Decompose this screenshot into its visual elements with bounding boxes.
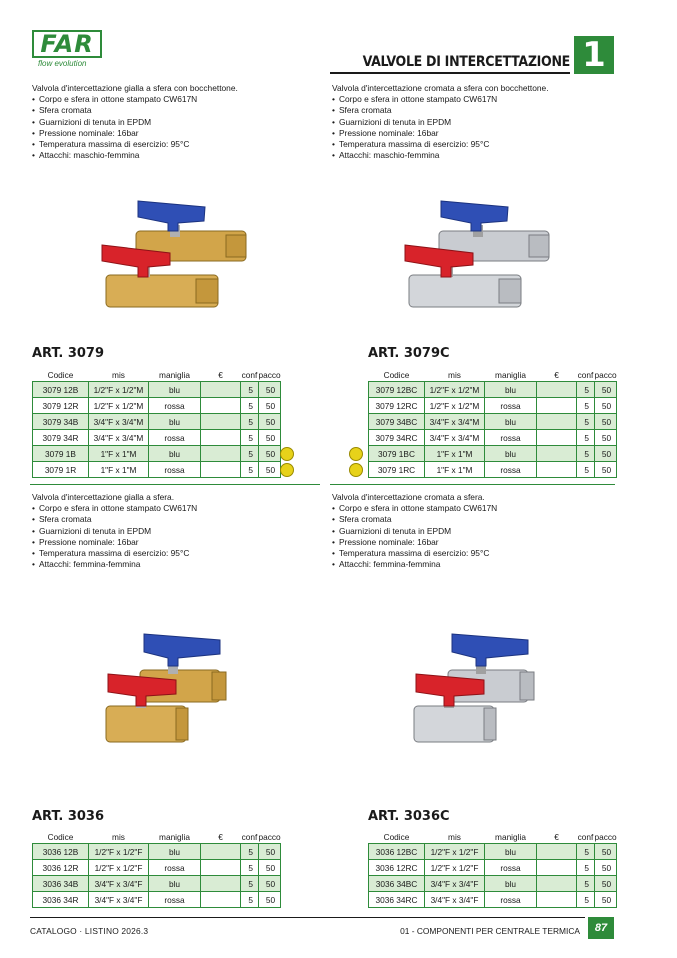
new-badge-icon <box>349 447 363 461</box>
chapter-number: 1 <box>574 36 614 74</box>
feature-item: • Attacchi: femmina-femmina <box>332 559 622 570</box>
feature-list <box>32 94 322 161</box>
article-title: ART. 3079C <box>368 346 450 361</box>
feature-item: • Attacchi: femmina-femmina <box>32 559 322 570</box>
cell-pacco: 50 <box>259 398 281 414</box>
cell-maniglia: rossa <box>149 462 201 478</box>
cell-codice: 3079 34RC <box>369 430 425 446</box>
cell-mis: 3/4"F x 3/4"F <box>89 876 149 892</box>
feature-item: • Sfera cromata <box>332 105 622 116</box>
cell-codice: 3079 34BC <box>369 414 425 430</box>
cell-mis: 1/2"F x 1/2"M <box>425 382 485 398</box>
cell-eur <box>537 382 577 398</box>
feature-item: • Attacchi: maschio-femmina <box>332 150 622 161</box>
cell-codice: 3079 1BC <box>369 446 425 462</box>
cell-eur <box>537 446 577 462</box>
cell-codice: 3036 34BC <box>369 876 425 892</box>
column-header-pacco: pacco <box>258 831 281 842</box>
cell-maniglia: blu <box>149 844 201 860</box>
table-row <box>369 398 617 414</box>
new-badge-icon <box>280 447 294 461</box>
feature-item: • Pressione nominale: 16bar <box>332 537 622 548</box>
cell-mis: 1/2"F x 1/2"F <box>425 860 485 876</box>
article-title: ART. 3036C <box>368 809 450 824</box>
cell-eur <box>537 876 577 892</box>
table-row <box>369 414 617 430</box>
feature-item: • Attacchi: maschio-femmina <box>32 150 322 161</box>
cell-eur <box>537 398 577 414</box>
valve-image-chrome-union <box>403 195 553 325</box>
table-row <box>33 430 281 446</box>
feature-item: • Guarnizioni di tenuta in EPDM <box>32 117 322 128</box>
cell-pacco: 50 <box>259 876 281 892</box>
feature-item: • Pressione nominale: 16bar <box>332 128 622 139</box>
cell-mis: 1/2"F x 1/2"M <box>89 382 149 398</box>
valve-image-brass <box>100 630 250 760</box>
description-intro: Valvola d'intercettazione cromata a sfera. <box>332 492 485 502</box>
column-header-mis: mis <box>89 368 149 382</box>
cell-maniglia: blu <box>485 446 537 462</box>
section-divider <box>330 484 615 485</box>
feature-item: • Corpo e sfera in ottone stampato CW617N <box>32 94 322 105</box>
feature-item: • Corpo e sfera in ottone stampato CW617N <box>332 503 622 514</box>
cell-eur <box>201 414 241 430</box>
cell-conf: 5 <box>577 382 595 398</box>
article-title: ART. 3079 <box>32 346 105 361</box>
feature-item: • Temperatura massima di esercizio: 95°C <box>32 548 322 559</box>
page-title: VALVOLE DI INTERCETTAZIONE <box>362 54 570 70</box>
table-row <box>33 860 281 876</box>
section-description <box>332 492 622 570</box>
cell-eur <box>537 430 577 446</box>
cell-maniglia: blu <box>485 414 537 430</box>
feature-item: • Pressione nominale: 16bar <box>32 128 322 139</box>
cell-mis: 3/4"F x 3/4"M <box>425 430 485 446</box>
column-header-maniglia: maniglia <box>485 368 537 382</box>
table-row <box>369 876 617 892</box>
price-table <box>32 368 281 478</box>
cell-codice: 3036 12BC <box>369 844 425 860</box>
page-number: 87 <box>588 917 614 939</box>
table-row <box>369 382 617 398</box>
cell-eur <box>537 414 577 430</box>
cell-codice: 3079 12BC <box>369 382 425 398</box>
cell-mis: 3/4"F x 3/4"F <box>425 876 485 892</box>
article-title: ART. 3036 <box>32 809 105 824</box>
new-badge-icon <box>280 463 294 477</box>
cell-mis: 3/4"F x 3/4"F <box>89 892 149 908</box>
cell-maniglia: rossa <box>485 430 537 446</box>
section-description <box>332 83 622 161</box>
cell-maniglia: blu <box>149 414 201 430</box>
cell-conf: 5 <box>241 382 259 398</box>
cell-eur <box>201 398 241 414</box>
feature-item: • Temperatura massima di esercizio: 95°C <box>332 139 622 150</box>
cell-codice: 3036 12B <box>33 844 89 860</box>
column-header-pacco: pacco <box>258 369 281 380</box>
column-header-codice: Codice <box>33 368 89 382</box>
cell-conf: 5 <box>241 892 259 908</box>
table-row <box>33 414 281 430</box>
cell-conf: 5 <box>577 876 595 892</box>
cell-conf: 5 <box>241 844 259 860</box>
cell-maniglia: rossa <box>149 398 201 414</box>
cell-maniglia: blu <box>485 382 537 398</box>
cell-pacco: 50 <box>259 430 281 446</box>
cell-pacco: 50 <box>259 844 281 860</box>
cell-eur <box>537 844 577 860</box>
column-header-maniglia: maniglia <box>149 830 201 844</box>
cell-mis: 1"F x 1"M <box>425 462 485 478</box>
feature-item: • Sfera cromata <box>32 105 322 116</box>
cell-conf: 5 <box>577 430 595 446</box>
cell-eur <box>201 462 241 478</box>
cell-maniglia: blu <box>149 382 201 398</box>
cell-conf: 5 <box>241 860 259 876</box>
valve-image-chrome <box>408 630 558 760</box>
new-badge-icon <box>349 463 363 477</box>
table-row <box>33 382 281 398</box>
cell-pacco: 50 <box>259 382 281 398</box>
table-row <box>369 430 617 446</box>
feature-item: • Guarnizioni di tenuta in EPDM <box>332 117 622 128</box>
column-header-eur: € <box>201 830 241 844</box>
cell-conf: 5 <box>241 414 259 430</box>
cell-pacco: 50 <box>259 414 281 430</box>
cell-maniglia: blu <box>485 844 537 860</box>
cell-mis: 1/2"F x 1/2"F <box>425 844 485 860</box>
column-header-conf: conf <box>577 831 594 842</box>
column-header-maniglia: maniglia <box>485 830 537 844</box>
cell-codice: 3036 34B <box>33 876 89 892</box>
cell-pacco: 50 <box>259 860 281 876</box>
cell-eur <box>201 892 241 908</box>
column-header-conf: conf <box>241 831 258 842</box>
cell-maniglia: blu <box>485 876 537 892</box>
cell-maniglia: rossa <box>149 892 201 908</box>
cell-maniglia: rossa <box>485 892 537 908</box>
feature-item: • Corpo e sfera in ottone stampato CW617N <box>32 503 322 514</box>
feature-item: • Temperatura massima di esercizio: 95°C <box>32 139 322 150</box>
cell-maniglia: blu <box>149 446 201 462</box>
cell-pacco: 50 <box>259 892 281 908</box>
cell-pacco: 50 <box>259 446 281 462</box>
cell-mis: 1/2"F x 1/2"M <box>425 398 485 414</box>
cell-codice: 3079 1B <box>33 446 89 462</box>
footer-catalog: CATALOGO · LISTINO 2026.3 <box>30 926 149 936</box>
column-header-eur: € <box>201 368 241 382</box>
cell-eur <box>201 860 241 876</box>
cell-mis: 1/2"F x 1/2"F <box>89 860 149 876</box>
table-header-row <box>33 830 281 844</box>
table-row <box>33 446 281 462</box>
description-intro: Valvola d'intercettazione cromata a sfera con bocchettone. <box>332 83 549 93</box>
far-logo <box>32 30 104 72</box>
cell-eur <box>537 462 577 478</box>
feature-list <box>332 503 622 570</box>
cell-conf: 5 <box>241 398 259 414</box>
section-divider <box>30 484 320 485</box>
table-header-row <box>33 368 281 382</box>
column-header-pacco: pacco <box>594 831 617 842</box>
section-description <box>32 492 322 570</box>
column-header-pacco: pacco <box>594 369 617 380</box>
cell-mis: 3/4"F x 3/4"F <box>425 892 485 908</box>
table-row <box>33 844 281 860</box>
column-header-codice: Codice <box>369 830 425 844</box>
footer-divider <box>30 917 585 918</box>
valve-red-handle <box>414 674 496 742</box>
cell-maniglia: rossa <box>485 860 537 876</box>
column-header-mis: mis <box>89 830 149 844</box>
cell-conf: 5 <box>577 446 595 462</box>
footer-section: 01 - COMPONENTI PER CENTRALE TERMICA <box>400 926 580 936</box>
cell-pacco: 50 <box>595 414 617 430</box>
price-table <box>368 830 617 908</box>
cell-pacco: 50 <box>595 462 617 478</box>
table-row <box>369 446 617 462</box>
column-header-codice: Codice <box>33 830 89 844</box>
cell-conf: 5 <box>577 892 595 908</box>
feature-item: • Corpo e sfera in ottone stampato CW617N <box>332 94 622 105</box>
cell-eur <box>537 860 577 876</box>
column-header-codice: Codice <box>369 368 425 382</box>
cell-conf: 5 <box>241 876 259 892</box>
cell-conf: 5 <box>577 844 595 860</box>
description-intro: Valvola d'intercettazione gialla a sfera. <box>32 492 175 502</box>
cell-conf: 5 <box>577 414 595 430</box>
cell-pacco: 50 <box>595 430 617 446</box>
table-row <box>369 860 617 876</box>
section-description <box>32 83 322 161</box>
column-header-eur: € <box>537 830 577 844</box>
description-intro: Valvola d'intercettazione gialla a sfera con bocchettone. <box>32 83 238 93</box>
cell-conf: 5 <box>577 860 595 876</box>
cell-codice: 3079 34B <box>33 414 89 430</box>
cell-mis: 1/2"F x 1/2"F <box>89 844 149 860</box>
cell-codice: 3036 12RC <box>369 860 425 876</box>
column-header-eur: € <box>537 368 577 382</box>
cell-eur <box>201 446 241 462</box>
cell-maniglia: rossa <box>485 398 537 414</box>
cell-codice: 3079 12R <box>33 398 89 414</box>
cell-codice: 3079 12B <box>33 382 89 398</box>
table-row <box>33 462 281 478</box>
logo-word: FAR <box>32 30 102 58</box>
cell-pacco: 50 <box>595 844 617 860</box>
column-header-mis: mis <box>425 830 485 844</box>
table-row <box>369 462 617 478</box>
cell-maniglia: rossa <box>485 462 537 478</box>
cell-codice: 3036 34R <box>33 892 89 908</box>
cell-codice: 3079 1R <box>33 462 89 478</box>
table-row <box>33 892 281 908</box>
feature-list <box>32 503 322 570</box>
table-header-row <box>369 368 617 382</box>
cell-maniglia: rossa <box>149 860 201 876</box>
cell-mis: 3/4"F x 3/4"M <box>89 430 149 446</box>
valve-image-brass-union <box>100 195 250 325</box>
cell-mis: 3/4"F x 3/4"M <box>425 414 485 430</box>
header-divider <box>330 72 570 74</box>
table-row <box>369 892 617 908</box>
cell-codice: 3079 12RC <box>369 398 425 414</box>
cell-mis: 1/2"F x 1/2"M <box>89 398 149 414</box>
column-header-maniglia: maniglia <box>149 368 201 382</box>
cell-codice: 3036 12R <box>33 860 89 876</box>
feature-item: • Guarnizioni di tenuta in EPDM <box>32 526 322 537</box>
logo-tagline: flow evolution <box>38 59 87 68</box>
cell-pacco: 50 <box>595 382 617 398</box>
cell-conf: 5 <box>241 446 259 462</box>
feature-item: • Guarnizioni di tenuta in EPDM <box>332 526 622 537</box>
feature-item: • Sfera cromata <box>332 514 622 525</box>
cell-mis: 1"F x 1"M <box>425 446 485 462</box>
cell-maniglia: rossa <box>149 430 201 446</box>
table-row <box>369 844 617 860</box>
cell-maniglia: blu <box>149 876 201 892</box>
table-header-row <box>369 830 617 844</box>
cell-pacco: 50 <box>595 398 617 414</box>
column-header-conf: conf <box>577 369 594 380</box>
cell-eur <box>201 430 241 446</box>
price-table <box>32 830 281 908</box>
cell-conf: 5 <box>577 462 595 478</box>
cell-mis: 1"F x 1"M <box>89 462 149 478</box>
feature-item: • Pressione nominale: 16bar <box>32 537 322 548</box>
cell-codice: 3036 34RC <box>369 892 425 908</box>
cell-conf: 5 <box>241 430 259 446</box>
table-row <box>33 398 281 414</box>
cell-eur <box>201 382 241 398</box>
cell-eur <box>201 876 241 892</box>
column-header-mis: mis <box>425 368 485 382</box>
cell-pacco: 50 <box>259 462 281 478</box>
table-row <box>33 876 281 892</box>
cell-codice: 3079 34R <box>33 430 89 446</box>
cell-conf: 5 <box>241 462 259 478</box>
cell-pacco: 50 <box>595 446 617 462</box>
cell-pacco: 50 <box>595 860 617 876</box>
feature-item: • Temperatura massima di esercizio: 95°C <box>332 548 622 559</box>
cell-pacco: 50 <box>595 876 617 892</box>
valve-red-handle <box>106 674 188 742</box>
column-header-conf: conf <box>241 369 258 380</box>
feature-list <box>332 94 622 161</box>
cell-mis: 3/4"F x 3/4"M <box>89 414 149 430</box>
cell-pacco: 50 <box>595 892 617 908</box>
cell-eur <box>201 844 241 860</box>
cell-mis: 1"F x 1"M <box>89 446 149 462</box>
cell-codice: 3079 1RC <box>369 462 425 478</box>
cell-eur <box>537 892 577 908</box>
feature-item: • Sfera cromata <box>32 514 322 525</box>
price-table <box>368 368 617 478</box>
cell-conf: 5 <box>577 398 595 414</box>
